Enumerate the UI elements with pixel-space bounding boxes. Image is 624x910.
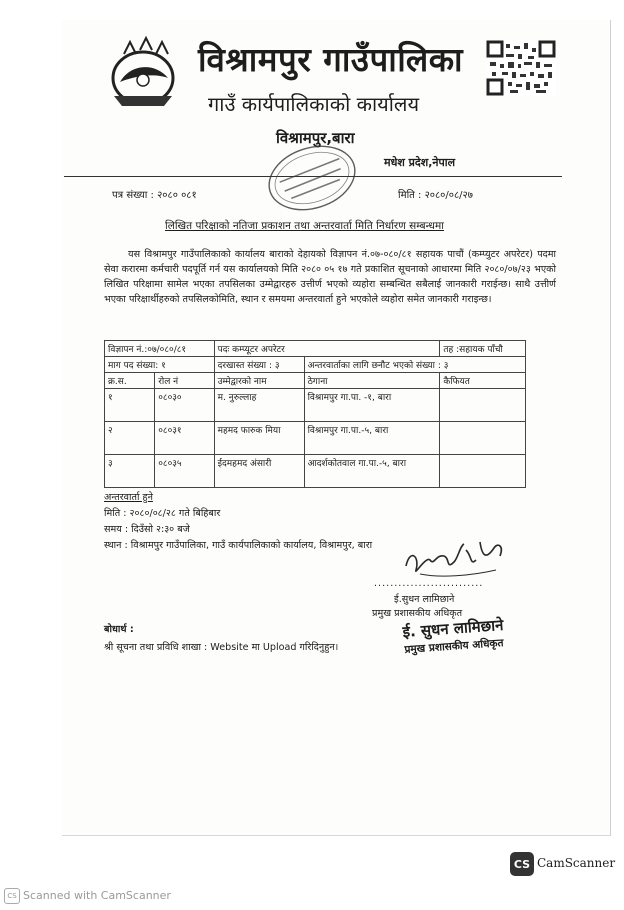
row-address: आदर्शकोतवाल गा.पा.-५, बारा — [304, 455, 440, 488]
row-name: ईदमहमद अंसारी — [214, 455, 304, 488]
signature-line: ........................... — [374, 578, 484, 589]
camscanner-logo-icon: CS — [510, 852, 534, 876]
row-sn: २ — [105, 422, 155, 455]
header-roll: रोल नं — [155, 373, 214, 389]
row-name: महमद फारुक मिया — [214, 422, 304, 455]
row-roll: ०८०३० — [155, 389, 214, 422]
post-level: तह :सहायक पाँचौ — [440, 341, 526, 357]
camscanner-watermark-icon: CS — [4, 888, 20, 904]
header-address: ठेगाना — [304, 373, 440, 389]
candidate-table — [104, 340, 526, 488]
table-row — [105, 389, 526, 422]
interview-heading: अन्तरवार्ता हुने — [104, 492, 153, 503]
letterhead-divider — [64, 176, 562, 177]
row-address: विश्रामपुर गा.पा.-५, बारा — [304, 422, 440, 455]
row-sn: १ — [105, 389, 155, 422]
officer-stamp-designation: प्रमुख प्रशासकीय अधिकृत — [404, 637, 504, 656]
advertisement-number: विज्ञापन नं.:०७/०८०/८१ — [105, 341, 215, 357]
bodharth-label: बोधार्थ : — [104, 624, 134, 635]
letter-subject: लिखित परिक्षाको नतिजा प्रकाशन तथा अन्तरवार्ता मिति निर्धारण सम्बन्धमा — [165, 220, 445, 232]
row-roll: ०८०३५ — [155, 455, 214, 488]
row-address: विश्रामपुर गा.पा. -१, बारा — [304, 389, 440, 422]
officer-stamp-name: ई. सुधन लामिछाने — [402, 615, 504, 641]
letterhead-subtitle: गाउँ कार्यपालिकाको कार्यालय — [208, 92, 420, 116]
letterhead-title: विश्रामपुर गाउँपालिका — [198, 40, 464, 79]
office-seal-stamp — [262, 138, 362, 218]
bodharth-line: श्री सूचना तथा प्रविधि शाखा : Website मा Upload गरिदिनुहुन। — [104, 642, 339, 653]
province-name: मधेश प्रदेश,नेपाल — [384, 156, 456, 169]
body-paragraph: यस विश्रामपुर गाउँपालिकाको कार्यालय बाराको देहायको विज्ञापन नं.०७-०८०/८१ सहायक पाचौं (कम्प्युटर अपरेटर) पदमा सेवा करारमा कर्मचारी पदपूर्ति गर्न यस कार्यालयको मिति २०८० ०५ १७ गते प्रकाशित सूचनाको आधारमा मिति २०८०/०७/२३ भएको लिखित परिक्षामा सामेल भएका तपसिलका उम्मेद्वारहरु उत्तीर्ण भएको व्यहोरा सम्बन्धित सबैलाई जानकारी गराईन्छ। साथै उत्तीर्ण भएका परिक्षार्थीहरुको तपसिलकोमिति, स्थान र समयमा अन्तरवार्ता हुने भएकोले व्यहोरा समेत जानकारी गराइन्छ। — [104, 249, 556, 305]
header-name: उम्मेद्वारको नाम — [214, 373, 304, 389]
municipality-emblem-icon — [100, 34, 186, 114]
letter-date: मिति : २०८०/०८/२७ — [398, 190, 473, 201]
row-name: म. नुरुल्लाह — [214, 389, 304, 422]
office-address: विश्रामपुर,बारा — [276, 129, 355, 147]
row-remark — [440, 422, 526, 455]
row-remark — [440, 455, 526, 488]
header-sn: क्र.स. — [105, 373, 155, 389]
reference-number: पत्र संख्या : २०८० ०८१ — [112, 190, 197, 201]
header-remark: कैफियत — [440, 373, 526, 389]
qr-code-icon — [486, 40, 556, 96]
signatory-designation: प्रमुख प्रशासकीय अधिकृत — [372, 608, 463, 619]
officer-name-stamp — [402, 615, 532, 666]
signatory-name: ई.सुधन लामिछाने — [394, 594, 455, 605]
interview-time: समय : दिउँसो २:३० बजे — [104, 524, 190, 535]
watermark-text: Scanned with CamScanner — [23, 889, 171, 902]
handwritten-signature — [400, 526, 510, 582]
shortlisted-count: अन्तरवार्ताका लागि छनौट भएको संख्या : ३ — [304, 357, 525, 373]
interview-date: मिति : २०८०/०८/२८ गते बिहिबार — [104, 508, 221, 519]
camscanner-brand: CamScanner — [537, 856, 616, 870]
post-name: पदः कम्प्यूटर अपरेटर — [214, 341, 440, 357]
scan-watermark — [4, 888, 171, 904]
demanded-posts: माग पद संख्या: १ — [105, 357, 215, 373]
application-count: दरखास्त संख्या : ३ — [214, 357, 304, 373]
interview-place: स्थान : विश्रामपुर गाउँपालिका, गाउँ कार्यपालिकाको कार्यालय, विश्रामपुर, बारा — [104, 540, 373, 551]
row-remark — [440, 389, 526, 422]
row-roll: ०८०३१ — [155, 422, 214, 455]
table-row — [105, 422, 526, 455]
row-sn: ३ — [105, 455, 155, 488]
table-row — [105, 455, 526, 488]
